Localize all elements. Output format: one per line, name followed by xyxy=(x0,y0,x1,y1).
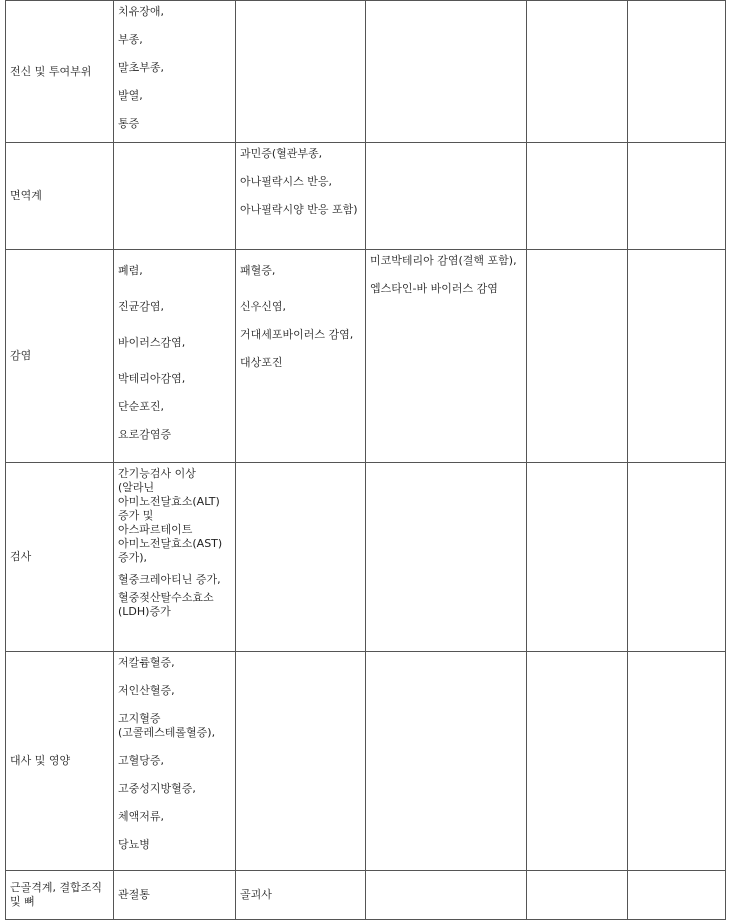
list-item: 치유장애, xyxy=(118,5,165,18)
list-item: 패혈증, xyxy=(240,264,276,277)
category-label: 검사 xyxy=(10,550,32,563)
table-row xyxy=(6,1,726,143)
list-item: 요로감염증 xyxy=(118,428,172,441)
list-item: 미코박테리아 감염(결핵 포함), xyxy=(370,254,517,267)
list-item: 고중성지방혈증, xyxy=(118,782,196,795)
list-item: 관절통 xyxy=(118,888,150,901)
list-item: 저칼륨혈증, xyxy=(118,656,175,669)
common-cell xyxy=(114,143,236,250)
category-cell xyxy=(6,143,114,250)
list-item: 진균감염, xyxy=(118,300,165,313)
list-item: 대상포진 xyxy=(240,356,283,369)
rare-cell xyxy=(366,652,527,871)
list-item: 엡스타인-바 바이러스 감염 xyxy=(370,282,498,295)
very-rare-cell xyxy=(527,143,628,250)
list-item: 말초부종, xyxy=(118,61,165,74)
list-item: 당뇨병 xyxy=(118,838,150,851)
rare-cell xyxy=(366,463,527,652)
very-rare-cell xyxy=(527,463,628,652)
unknown-cell xyxy=(628,1,726,143)
list-item: 과민증(혈관부종, xyxy=(240,147,323,160)
rare-cell xyxy=(366,1,527,143)
list-item: 혈중크레아티닌 증가, xyxy=(118,573,221,586)
common-cell xyxy=(114,871,236,920)
category-cell xyxy=(6,1,114,143)
list-item: 골괴사 xyxy=(240,888,272,901)
common-cell xyxy=(114,1,236,143)
list-item: 박테리아감염, xyxy=(118,372,186,385)
category-label: 감염 xyxy=(10,349,32,362)
list-item: 저인산혈증, xyxy=(118,684,175,697)
table-row xyxy=(6,143,726,250)
common-cell xyxy=(114,652,236,871)
adverse-reactions-table xyxy=(5,0,726,920)
list-item: 신우신염, xyxy=(240,300,287,313)
list-item: 체액저류, xyxy=(118,810,165,823)
common-cell xyxy=(114,250,236,463)
table-row xyxy=(6,463,726,652)
category-label: 전신 및 투여부위 xyxy=(10,64,92,78)
unknown-cell xyxy=(628,250,726,463)
rare-cell xyxy=(366,871,527,920)
unknown-cell xyxy=(628,143,726,250)
rare-cell xyxy=(366,250,527,463)
uncommon-cell xyxy=(236,652,366,871)
uncommon-cell xyxy=(236,463,366,652)
category-cell xyxy=(6,871,114,920)
list-item: 아나필락시양 반응 포함) xyxy=(240,203,358,216)
list-item: 폐렴, xyxy=(118,264,143,277)
category-label: 대사 및 영양 xyxy=(10,754,71,767)
list-item: 고지혈증(고콜레스테롤혈증), xyxy=(118,712,216,739)
category-cell xyxy=(6,463,114,652)
table-row xyxy=(6,250,726,463)
list-item: 거대세포바이러스 감염, xyxy=(240,328,354,341)
list-item: 고혈당증, xyxy=(118,754,165,767)
very-rare-cell xyxy=(527,250,628,463)
rare-cell xyxy=(366,143,527,250)
very-rare-cell xyxy=(527,652,628,871)
list-item: 부종, xyxy=(118,33,143,46)
list-item: 혈중젖산탈수소효소(LDH)증가 xyxy=(118,591,214,618)
table-row xyxy=(6,652,726,871)
list-item: 발열, xyxy=(118,89,143,102)
uncommon-cell xyxy=(236,250,366,463)
table-row xyxy=(6,871,726,920)
list-item: 바이러스감염, xyxy=(118,336,186,349)
unknown-cell xyxy=(628,652,726,871)
category-label: 면역계 xyxy=(10,189,42,202)
list-item: 간기능검사 이상(알라닌 아미노전달효소(ALT) 증가 및 아스파르테이트 아미노전달효소(AST) 증가), xyxy=(118,467,223,564)
list-item: 통증 xyxy=(118,117,140,130)
very-rare-cell xyxy=(527,1,628,143)
category-cell xyxy=(6,250,114,463)
list-item: 아나필락시스 반응, xyxy=(240,175,333,188)
uncommon-cell xyxy=(236,143,366,250)
list-item: 단순포진, xyxy=(118,400,165,413)
common-cell xyxy=(114,463,236,652)
category-label: 근골격계, 결합조직 및 뼈 xyxy=(10,881,103,908)
category-cell xyxy=(6,652,114,871)
unknown-cell xyxy=(628,463,726,652)
unknown-cell xyxy=(628,871,726,920)
uncommon-cell xyxy=(236,871,366,920)
very-rare-cell xyxy=(527,871,628,920)
uncommon-cell xyxy=(236,1,366,143)
